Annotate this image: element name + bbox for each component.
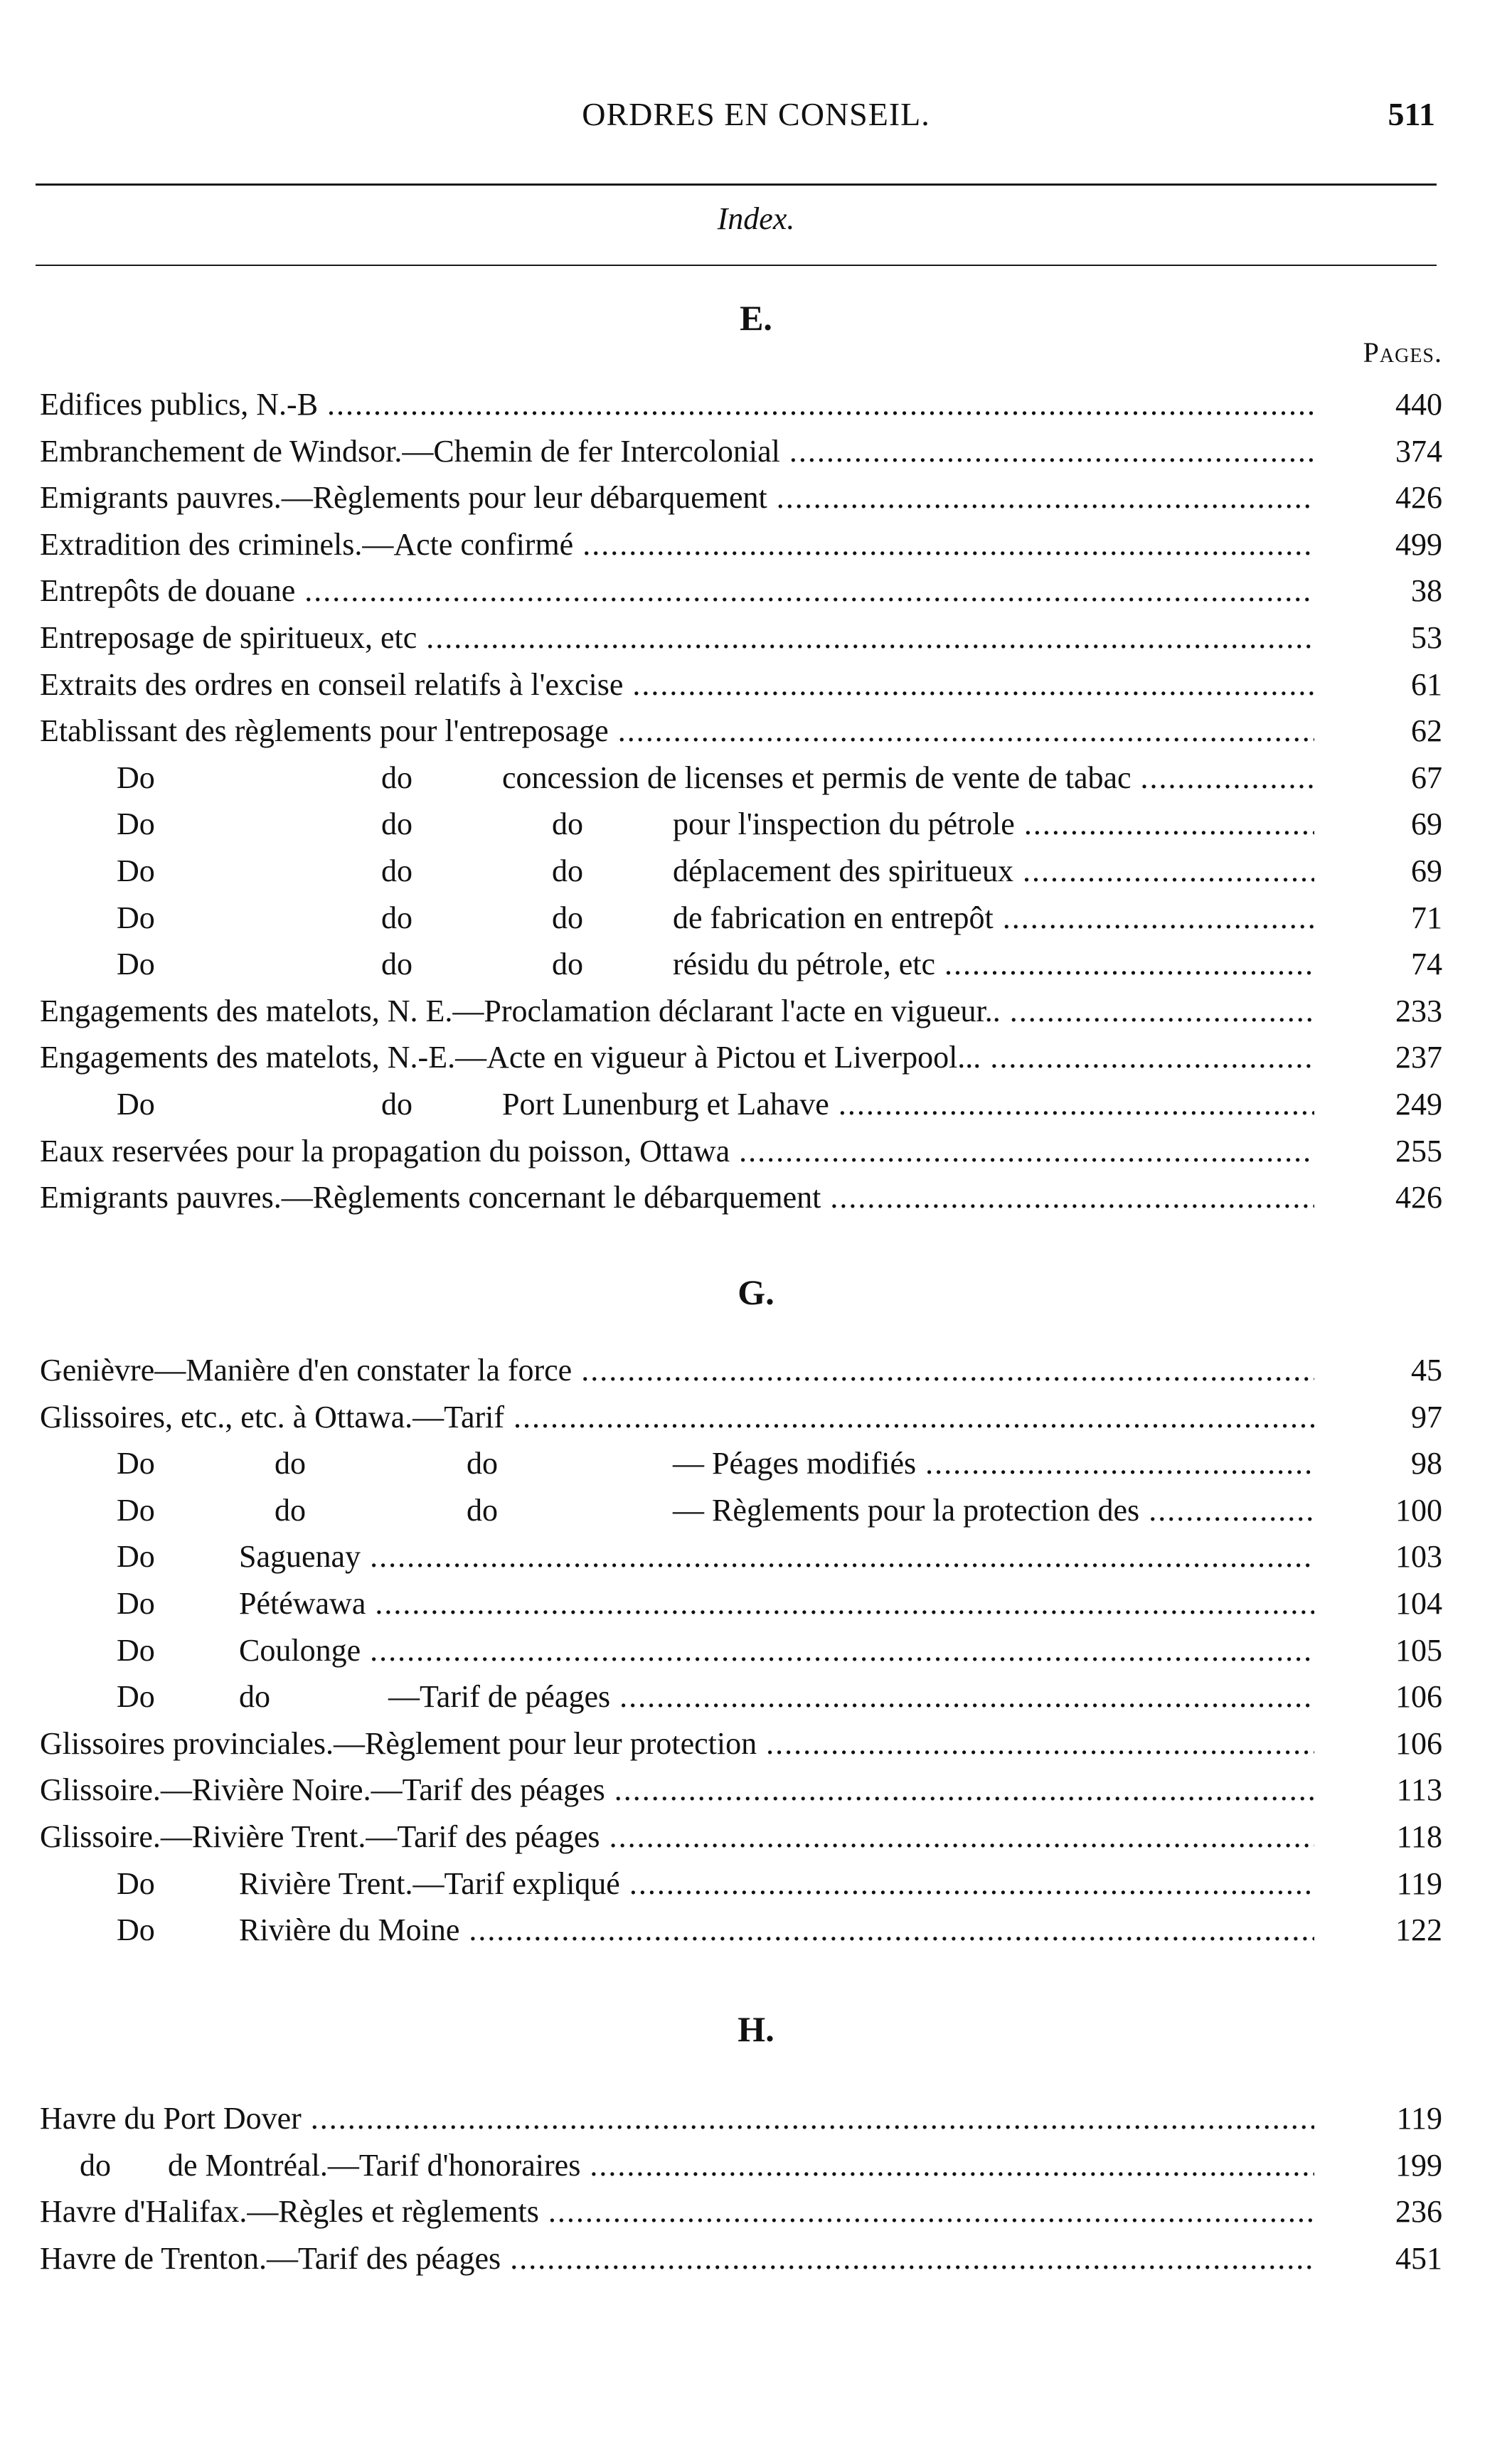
- index-entry: [40, 2188, 1442, 2235]
- entry-column-text: résidu du pétrole, etc .....: [673, 941, 1314, 988]
- entry-column-text: Do: [117, 1632, 155, 1668]
- entry-page-number: 426: [1395, 480, 1442, 516]
- pages-column-label: Pages.: [1363, 336, 1442, 368]
- entry-column-text: Do: [117, 947, 155, 982]
- entry-title: Embranchement de Windsor.—Chemin de fer Intercolonial .....: [40, 428, 1314, 475]
- entry-page-number: 499: [1395, 526, 1442, 562]
- entry-column-text: Do: [117, 1865, 155, 1901]
- entry-column-text: Pétéwawa .....: [239, 1580, 1314, 1627]
- index-entry: [40, 2095, 1442, 2142]
- entry-page-number: 249: [1395, 1087, 1442, 1122]
- entry-title: Glissoire.—Rivière Trent.—Tarif des péages .....: [40, 1814, 1314, 1861]
- entry-column-text: do: [381, 1087, 412, 1122]
- entry-column-text: do: [552, 900, 583, 935]
- entry-column-text: do: [381, 760, 412, 795]
- entry-page-number: 233: [1395, 993, 1442, 1028]
- index-entry: [40, 568, 1442, 614]
- entry-columns: [40, 1487, 1314, 1534]
- entry-page-number: 451: [1395, 2240, 1442, 2276]
- entry-title: Eaux reservées pour la propagation du poisson, Ottawa .....: [40, 1128, 1314, 1175]
- entry-title: Extraits des ordres en conseil relatifs à l'excise .....: [40, 661, 1314, 708]
- header-rule-bottom: [36, 265, 1437, 266]
- header-rule-top: [36, 183, 1437, 186]
- entry-column-text: do: [381, 853, 412, 888]
- entry-columns: [40, 755, 1314, 802]
- entry-page-number: 374: [1395, 433, 1442, 469]
- entry-column-text: Do: [117, 807, 155, 842]
- entry-column-text: Do: [117, 853, 155, 888]
- entry-column-text: do: [381, 947, 412, 982]
- entry-column-text: Do: [117, 1492, 155, 1528]
- entry-page-number: 103: [1395, 1539, 1442, 1575]
- index-entry: [40, 1861, 1442, 1907]
- entry-columns: [40, 1907, 1314, 1954]
- entry-columns: [40, 1673, 1314, 1720]
- entry-column-text: do: [275, 1492, 306, 1528]
- section-letter: G.: [738, 1272, 774, 1312]
- index-entry: [40, 755, 1442, 802]
- entry-page-number: 119: [1396, 2101, 1442, 2136]
- entry-page-number: 426: [1395, 1180, 1442, 1215]
- entry-page-number: 255: [1395, 1133, 1442, 1169]
- entry-title: Havre d'Halifax.—Règles et règlements .....: [40, 2188, 1314, 2235]
- entry-column-text: Do: [117, 1912, 155, 1948]
- index-entry: [40, 1128, 1442, 1175]
- entry-title: Etablissant des règlements pour l'entreposage .....: [40, 708, 1314, 755]
- index-subtitle: Index.: [717, 201, 795, 236]
- entry-title: Havre du Port Dover .....: [40, 2095, 1314, 2142]
- index-entry: [40, 988, 1442, 1035]
- entry-page-number: 67: [1411, 760, 1442, 795]
- entry-page-number: 104: [1395, 1586, 1442, 1621]
- index-entry: [40, 801, 1442, 848]
- entry-column-text: — Péages modifiés .....: [673, 1440, 1314, 1487]
- index-entry: [40, 1767, 1442, 1814]
- entry-title: Entrepôts de douane .....: [40, 568, 1314, 614]
- entry-page-number: 38: [1411, 573, 1442, 609]
- index-entry: [40, 1034, 1442, 1081]
- index-entry: [40, 614, 1442, 661]
- entry-columns: [40, 1627, 1314, 1674]
- entry-column-text: Rivière du Moine .....: [239, 1907, 1314, 1954]
- index-entry: [40, 1440, 1442, 1487]
- index-entry: [40, 1907, 1442, 1954]
- entry-page-number: 440: [1395, 387, 1442, 422]
- section-letter: E.: [740, 298, 772, 338]
- page-number: 511: [1388, 96, 1435, 132]
- index-entry: [40, 1081, 1442, 1128]
- entry-title: Emigrants pauvres.—Règlements concernant le débarquement .....: [40, 1174, 1314, 1221]
- entry-title: Glissoires provinciales.—Règlement pour leur protection .....: [40, 1720, 1314, 1767]
- entry-column-text: — Règlements pour la protection des .....: [673, 1487, 1314, 1534]
- index-entry: [40, 2235, 1442, 2282]
- entry-title: Emigrants pauvres.—Règlements pour leur débarquement .....: [40, 474, 1314, 521]
- entry-columns: [40, 2142, 1314, 2189]
- entry-column-text: Saguenay .....: [239, 1533, 1314, 1580]
- entry-columns: [40, 1440, 1314, 1487]
- section-letter: H.: [738, 2009, 774, 2049]
- entry-column-text: concession de licenses et permis de vente de tabac .....: [502, 755, 1314, 802]
- index-entry: [40, 428, 1442, 475]
- entry-title: Engagements des matelots, N. E.—Proclamation déclarant l'acte en vigueur.. .....: [40, 988, 1314, 1035]
- entry-column-text: Rivière Trent.—Tarif expliqué .....: [239, 1861, 1314, 1907]
- entry-column-text: do: [552, 807, 583, 842]
- entry-page-number: 106: [1395, 1725, 1442, 1761]
- index-entry: [40, 1174, 1442, 1221]
- entry-title: Glissoires, etc., etc. à Ottawa.—Tarif .....: [40, 1394, 1314, 1441]
- entry-page-number: 106: [1395, 1679, 1442, 1715]
- entry-title: Engagements des matelots, N.-E.—Acte en vigueur à Pictou et Liverpool... .....: [40, 1034, 1314, 1081]
- entry-title: Glissoire.—Rivière Noire.—Tarif des péages .....: [40, 1767, 1314, 1814]
- entry-column-text: de fabrication en entrepôt .....: [673, 895, 1314, 942]
- index-entry: [40, 708, 1442, 755]
- entry-page-number: 118: [1396, 1819, 1442, 1854]
- entry-column-text: do: [381, 900, 412, 935]
- entry-column-text: pour l'inspection du pétrole .....: [673, 801, 1314, 848]
- entry-page-number: 199: [1395, 2147, 1442, 2183]
- entry-column-text: Do: [117, 1586, 155, 1621]
- index-entry: [40, 1533, 1442, 1580]
- entry-page-number: 45: [1411, 1353, 1442, 1388]
- entry-page-number: 100: [1395, 1492, 1442, 1528]
- entry-page-number: 98: [1411, 1446, 1442, 1481]
- index-entry: [40, 941, 1442, 988]
- entry-page-number: 237: [1395, 1040, 1442, 1075]
- index-entry: [40, 1580, 1442, 1627]
- index-entry: [40, 1487, 1442, 1534]
- entry-page-number: 236: [1395, 2194, 1442, 2230]
- entry-column-text: Do: [117, 760, 155, 795]
- entry-column-text: Coulonge .....: [239, 1627, 1314, 1674]
- entry-columns: [40, 848, 1314, 895]
- entry-column-text: do: [381, 807, 412, 842]
- entry-page-number: 69: [1411, 807, 1442, 842]
- entry-columns: [40, 1861, 1314, 1907]
- index-entry: [40, 381, 1442, 428]
- entry-columns: [40, 801, 1314, 848]
- entry-column-text: Do: [117, 1446, 155, 1481]
- entry-column-text: do: [80, 2147, 111, 2183]
- entry-page-number: 105: [1395, 1632, 1442, 1668]
- entry-page-number: 119: [1396, 1865, 1442, 1901]
- entry-title: Extradition des criminels.—Acte confirmé .....: [40, 521, 1314, 568]
- entry-page-number: 53: [1411, 620, 1442, 655]
- entry-column-text: do: [275, 1446, 306, 1481]
- entry-column-text: Do: [117, 1087, 155, 1122]
- entry-column-text: do: [552, 853, 583, 888]
- entry-column-text: Do: [117, 900, 155, 935]
- entry-columns: [40, 895, 1314, 942]
- entry-title: Genièvre—Manière d'en constater la force .....: [40, 1347, 1314, 1394]
- running-head: [0, 91, 1512, 148]
- entry-column-text: Port Lunenburg et Lahave .....: [502, 1081, 1314, 1128]
- entry-columns: [40, 1580, 1314, 1627]
- index-entry: [40, 2142, 1442, 2189]
- entry-column-text: do: [467, 1492, 498, 1528]
- entry-columns: [40, 941, 1314, 988]
- entry-page-number: 113: [1396, 1772, 1442, 1808]
- index-entry: [40, 1814, 1442, 1861]
- index-entry: [40, 521, 1442, 568]
- entry-title: Edifices publics, N.-B .....: [40, 381, 1314, 428]
- entry-columns: [40, 1081, 1314, 1128]
- index-entry: [40, 661, 1442, 708]
- entry-column-text: do: [552, 947, 583, 982]
- index-entry: [40, 1673, 1442, 1720]
- entry-title: Entreposage de spiritueux, etc .....: [40, 614, 1314, 661]
- index-entry: [40, 1394, 1442, 1441]
- entry-column-text: de Montréal.—Tarif d'honoraires .....: [168, 2142, 1314, 2189]
- entry-page-number: 74: [1411, 947, 1442, 982]
- entry-page-number: 122: [1395, 1912, 1442, 1948]
- entry-column-text: do: [467, 1446, 498, 1481]
- entry-column-text: déplacement des spiritueux .....: [673, 848, 1314, 895]
- entry-title: Havre de Trenton.—Tarif des péages .....: [40, 2235, 1314, 2282]
- entry-column-text: do: [239, 1679, 270, 1715]
- entry-page-number: 69: [1411, 853, 1442, 888]
- entry-page-number: 71: [1411, 900, 1442, 935]
- entry-page-number: 61: [1411, 666, 1442, 702]
- entry-columns: [40, 1533, 1314, 1580]
- entry-page-number: 97: [1411, 1399, 1442, 1434]
- index-entry: [40, 474, 1442, 521]
- index-entry: [40, 895, 1442, 942]
- index-entry: [40, 1627, 1442, 1674]
- index-entry: [40, 1720, 1442, 1767]
- entry-column-text: Do: [117, 1679, 155, 1715]
- entry-column-text: —Tarif de péages .....: [388, 1673, 1314, 1720]
- entry-column-text: Do: [117, 1539, 155, 1575]
- entry-page-number: 62: [1411, 713, 1442, 749]
- page-title: ORDRES EN CONSEIL.: [582, 96, 930, 132]
- index-entry: [40, 848, 1442, 895]
- index-entry: [40, 1347, 1442, 1394]
